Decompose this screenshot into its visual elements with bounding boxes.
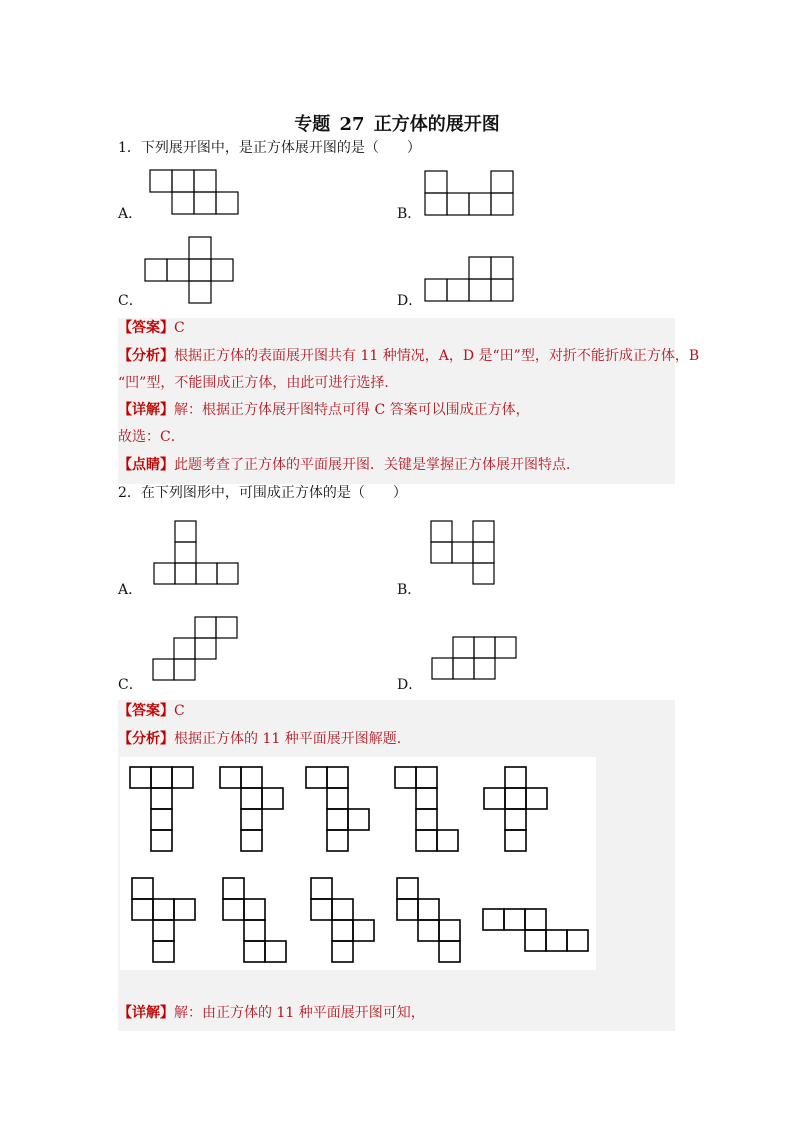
net-square <box>453 658 474 679</box>
detail-text: 解：根据正方体展开图特点可得 C 答案可以围成正方体， <box>174 402 530 418</box>
net-square <box>418 899 439 920</box>
net-square <box>174 899 195 920</box>
net-square <box>491 279 513 301</box>
net-square <box>327 809 348 830</box>
net-drawing <box>431 636 517 680</box>
net-square <box>172 192 194 214</box>
net-drawing <box>152 616 238 681</box>
net-drawing <box>149 169 239 215</box>
question-1-stem: 1．下列展开图中，是正方体展开图的是（ ） <box>118 140 421 156</box>
net-square <box>217 563 238 584</box>
net-square <box>167 259 189 281</box>
net-square <box>189 281 211 303</box>
net-square <box>195 617 216 638</box>
net-square <box>132 899 153 920</box>
net-square <box>425 193 447 215</box>
net-drawing <box>310 877 375 963</box>
net-square <box>416 830 437 851</box>
net-square <box>306 767 327 788</box>
net-square <box>447 279 469 301</box>
detail-label: 【详解】 <box>118 402 174 418</box>
net-drawing <box>219 766 284 852</box>
net-square <box>189 259 211 281</box>
q2-option-a-label: A． <box>118 582 143 598</box>
q2-option-a-figure <box>153 520 239 585</box>
net-square <box>469 257 491 279</box>
net-drawing <box>482 908 589 952</box>
q2-detail-line <box>118 1003 425 1023</box>
net-square <box>151 767 172 788</box>
net-drawing <box>305 766 370 852</box>
q2-answer-line <box>118 701 185 721</box>
net-square <box>151 788 172 809</box>
net-square <box>327 767 348 788</box>
net-square <box>151 830 172 851</box>
q1-analysis-line-1 <box>118 346 699 366</box>
net-square <box>241 767 262 788</box>
q2-option-d-label: D． <box>397 677 423 693</box>
cube-net-2 <box>219 766 284 852</box>
net-square <box>223 899 244 920</box>
net-square <box>332 941 353 962</box>
net-square <box>145 259 167 281</box>
net-square <box>130 767 151 788</box>
net-square <box>241 830 262 851</box>
net-square <box>262 788 283 809</box>
net-square <box>474 658 495 679</box>
answer-value: C <box>174 320 185 336</box>
net-square <box>211 259 233 281</box>
net-square <box>504 909 525 930</box>
net-drawing <box>424 256 514 302</box>
net-square <box>473 521 494 542</box>
q1-option-c-figure <box>144 236 234 304</box>
q2-option-c-figure <box>152 616 238 681</box>
net-square <box>216 617 237 638</box>
q1-option-b-label: B． <box>397 206 422 222</box>
net-square <box>244 920 265 941</box>
net-square <box>172 767 193 788</box>
comment-label: 【点睛】 <box>118 457 174 473</box>
net-square <box>175 542 196 563</box>
net-square <box>311 878 332 899</box>
analysis-label: 【分析】 <box>118 348 174 364</box>
analysis-text: 根据正方体的表面展开图共有 11 种情况，A，D 是“田”型，对折不能折成正方体，B <box>174 348 700 364</box>
q1-comment-line <box>118 455 580 475</box>
net-square <box>425 171 447 193</box>
net-drawing <box>394 766 459 852</box>
net-drawing <box>396 877 461 963</box>
cube-net-3 <box>305 766 370 852</box>
net-square <box>495 637 516 658</box>
net-drawing <box>430 520 495 585</box>
net-square <box>175 563 196 584</box>
q1-option-d-label: D． <box>397 293 423 309</box>
net-square <box>453 637 474 658</box>
q1-detail-line-2: 故选：C． <box>118 429 185 445</box>
q2-analysis-line <box>118 729 411 749</box>
net-square <box>473 542 494 563</box>
net-square <box>431 542 452 563</box>
answer-value: C <box>174 703 185 719</box>
net-square <box>416 788 437 809</box>
net-square <box>189 237 211 259</box>
net-square <box>469 279 491 301</box>
detail-label: 【详解】 <box>118 1005 174 1021</box>
net-square <box>244 899 265 920</box>
net-square <box>452 542 473 563</box>
net-square <box>491 257 513 279</box>
net-square <box>154 563 175 584</box>
net-square <box>153 899 174 920</box>
cube-net-10 <box>482 908 589 952</box>
net-drawing <box>483 766 548 852</box>
net-square <box>327 788 348 809</box>
detail-text: 解：由正方体的 11 种平面展开图可知， <box>174 1005 425 1021</box>
net-drawing <box>131 877 196 963</box>
answer-label: 【答案】 <box>118 320 174 336</box>
q1-detail-line-1 <box>118 400 530 420</box>
net-drawing <box>129 766 194 852</box>
net-square <box>491 171 513 193</box>
q1-analysis-line-2: “凹”型，不能围成正方体，由此可进行选择． <box>118 375 399 391</box>
net-square <box>431 521 452 542</box>
q2-option-d-figure <box>431 636 517 680</box>
net-square <box>223 878 244 899</box>
net-square <box>418 920 439 941</box>
cube-net-9 <box>396 877 461 963</box>
net-square <box>505 830 526 851</box>
net-square <box>153 920 174 941</box>
net-square <box>437 830 458 851</box>
net-square <box>174 638 195 659</box>
net-square <box>353 920 374 941</box>
net-square <box>174 659 195 680</box>
net-square <box>332 899 353 920</box>
net-square <box>241 809 262 830</box>
cube-net-5 <box>483 766 548 852</box>
net-square <box>505 767 526 788</box>
net-square <box>150 170 172 192</box>
net-square <box>220 767 241 788</box>
net-square <box>348 809 369 830</box>
net-square <box>425 279 447 301</box>
cube-net-6 <box>131 877 196 963</box>
q1-option-a-label: A． <box>118 206 143 222</box>
net-square <box>473 563 494 584</box>
net-square <box>525 930 546 951</box>
cube-net-7 <box>222 877 287 963</box>
net-square <box>195 638 216 659</box>
q1-option-c-label: C． <box>118 293 143 309</box>
question-2-stem: 2．在下列图形中，可围成正方体的是（ ） <box>118 485 407 501</box>
net-square <box>244 941 265 962</box>
net-drawing <box>144 236 234 304</box>
comment-text: 此题考查了正方体的平面展开图．关键是掌握正方体展开图特点． <box>174 457 580 473</box>
net-square <box>241 788 262 809</box>
net-square <box>439 920 460 941</box>
net-square <box>265 941 286 962</box>
net-square <box>416 767 437 788</box>
cube-net-4 <box>394 766 459 852</box>
q1-option-a-figure <box>149 169 239 215</box>
answer-label: 【答案】 <box>118 703 174 719</box>
net-square <box>469 193 491 215</box>
net-square <box>395 767 416 788</box>
net-square <box>311 899 332 920</box>
cube-net-1 <box>129 766 194 852</box>
net-square <box>439 941 460 962</box>
net-square <box>332 920 353 941</box>
net-square <box>526 788 547 809</box>
net-square <box>194 170 216 192</box>
net-square <box>327 830 348 851</box>
q2-option-b-figure <box>430 520 495 585</box>
net-square <box>397 878 418 899</box>
q1-option-d-figure <box>424 256 514 302</box>
net-square <box>196 563 217 584</box>
net-square <box>505 809 526 830</box>
net-square <box>483 909 504 930</box>
net-square <box>194 192 216 214</box>
net-square <box>432 658 453 679</box>
net-square <box>567 930 588 951</box>
net-square <box>484 788 505 809</box>
net-square <box>153 941 174 962</box>
net-square <box>546 930 567 951</box>
net-square <box>151 809 172 830</box>
net-drawing <box>222 877 287 963</box>
net-square <box>525 909 546 930</box>
analysis-text: 根据正方体的 11 种平面展开图解题． <box>174 731 411 747</box>
net-drawing <box>424 170 514 216</box>
net-square <box>505 788 526 809</box>
analysis-label: 【分析】 <box>118 731 174 747</box>
net-square <box>474 637 495 658</box>
q2-option-b-label: B． <box>397 582 422 598</box>
page-title: 专题 27 正方体的展开图 <box>294 114 500 135</box>
q1-option-b-figure <box>424 170 514 216</box>
net-square <box>491 193 513 215</box>
cube-net-8 <box>310 877 375 963</box>
net-square <box>397 899 418 920</box>
net-square <box>153 659 174 680</box>
net-square <box>416 809 437 830</box>
q2-option-c-label: C． <box>118 677 143 693</box>
net-square <box>447 193 469 215</box>
net-square <box>132 878 153 899</box>
net-square <box>216 192 238 214</box>
net-drawing <box>153 520 239 585</box>
q1-answer-line <box>118 318 185 338</box>
net-square <box>175 521 196 542</box>
net-square <box>172 170 194 192</box>
